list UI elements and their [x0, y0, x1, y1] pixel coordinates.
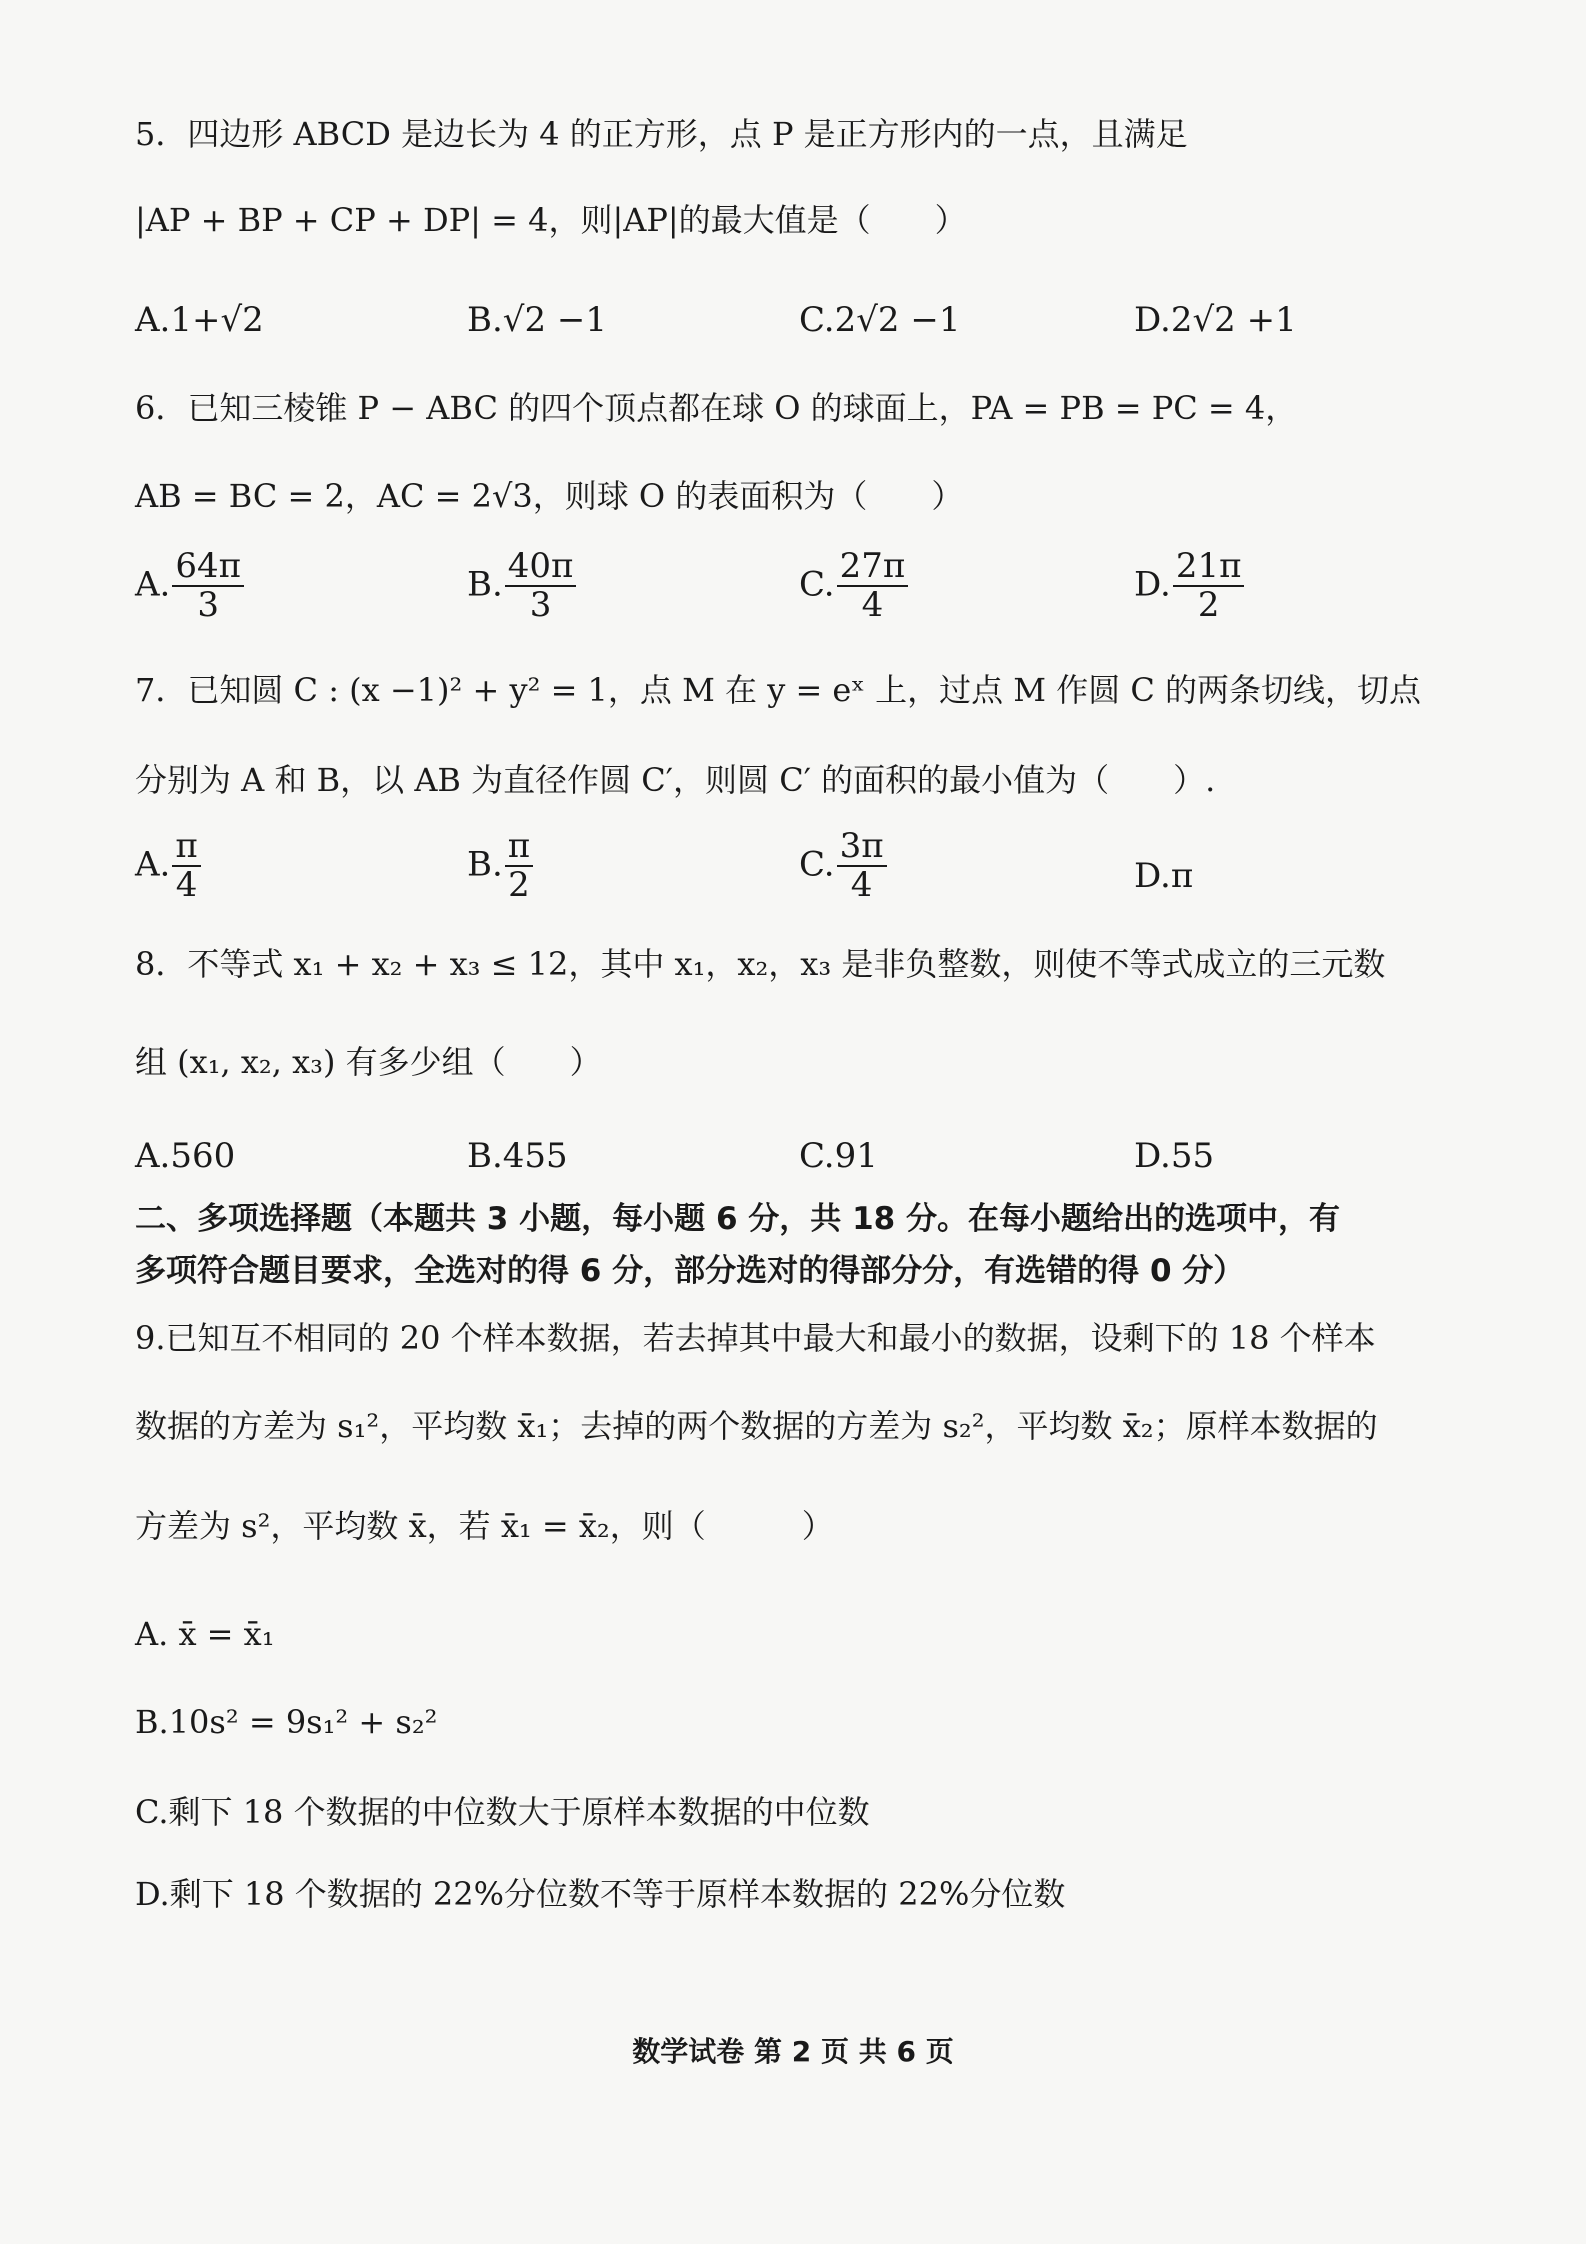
q9-stem-line1: 9.已知互不相同的 20 个样本数据，若去掉其中最大和最小的数据，设剩下的 18 个样本 — [135, 1319, 1376, 1357]
q5-option-d: D.2√2 +1 — [1134, 300, 1297, 340]
q7-option-c-label: C. — [799, 844, 835, 885]
q7-option-c-num: 3π — [837, 828, 887, 867]
q7-option-c-den: 4 — [850, 865, 873, 906]
q8-option-d: D.55 — [1134, 1136, 1215, 1176]
q7-option-a-fraction — [172, 828, 200, 905]
q9-stem-line2: 数据的方差为 s₁²，平均数 x̄₁；去掉的两个数据的方差为 s₂²，平均数 x̄₂；原样本数据的 — [135, 1407, 1378, 1445]
q6-option-a-fraction — [172, 548, 244, 625]
q6-option-d-fraction — [1173, 548, 1245, 625]
q8-option-b: B.455 — [467, 1136, 568, 1176]
q6-option-b-den: 3 — [529, 585, 552, 626]
q7-option-b-label: B. — [467, 844, 503, 885]
section-2-heading-line2: 多项符合题目要求，全选对的得 6 分，部分选对的得部分分，有选错的得 0 分） — [135, 1253, 1245, 1289]
q6-stem-line2: AB = BC = 2，AC = 2√3，则球 O 的表面积为（ ） — [135, 477, 964, 515]
q7-option-a-num: π — [172, 828, 200, 867]
q6-option-c-fraction — [837, 548, 909, 625]
q6-option-c-num: 27π — [837, 548, 909, 587]
q6-option-a-num: 64π — [172, 548, 244, 587]
q5-option-a: A.1+√2 — [135, 300, 264, 340]
q6-option-d — [1134, 548, 1244, 625]
q6-option-d-num: 21π — [1173, 548, 1245, 587]
q5-option-b: B.√2 −1 — [467, 300, 608, 340]
q6-option-c — [799, 548, 1134, 625]
q8-stem-line2: 组 (x₁, x₂, x₃) 有多少组（ ） — [135, 1043, 602, 1081]
q8-stem-line1: 8．不等式 x₁ + x₂ + x₃ ≤ 12，其中 x₁，x₂，x₃ 是非负整数，则使不等式成立的三元数 — [135, 945, 1386, 983]
q8-options — [135, 1132, 1465, 1180]
q7-option-c-fraction — [837, 828, 887, 905]
q6-option-a-den: 3 — [197, 585, 219, 626]
q7-stem-line1: 7．已知圆 C : (x −1)² + y² = 1，点 M 在 y = eˣ 上，过点 M 作圆 C 的两条切线，切点 — [135, 671, 1422, 709]
q6-option-a-label: A. — [135, 564, 171, 605]
q7-option-d: D.π — [1134, 856, 1194, 896]
page-footer: 数学试卷 第 2 页 共 6 页 — [632, 2035, 954, 2068]
q7-option-a — [135, 828, 467, 924]
q6-option-b-label: B. — [467, 564, 503, 605]
q6-options — [135, 548, 1465, 625]
q7-option-a-den: 4 — [175, 865, 198, 906]
q7-option-b-num: π — [505, 828, 533, 867]
q7-option-b — [467, 828, 799, 924]
q9-option-a: A. x̄ = x̄₁ — [135, 1615, 275, 1653]
q5-stem-line2: |AP + BP + CP + DP| = 4，则|AP|的最大值是（ ） — [135, 201, 967, 239]
q7-option-a-label: A. — [135, 844, 171, 885]
q8-option-a: A.560 — [135, 1136, 236, 1176]
q7-options — [135, 828, 1465, 924]
q6-option-d-label: D. — [1134, 564, 1171, 605]
q7-option-c — [799, 828, 1134, 924]
q9-option-b: B.10s² = 9s₁² + s₂² — [135, 1703, 438, 1741]
q5-option-c: C.2√2 −1 — [799, 300, 961, 340]
q6-option-b-fraction — [505, 548, 577, 625]
q7-option-b-den: 2 — [508, 865, 530, 906]
q9-option-c: C.剩下 18 个数据的中位数大于原样本数据的中位数 — [135, 1793, 870, 1831]
q6-option-b — [467, 548, 799, 625]
q6-option-b-num: 40π — [505, 548, 577, 587]
q5-stem-line1: 5．四边形 ABCD 是边长为 4 的正方形，点 P 是正方形内的一点，且满足 — [135, 115, 1188, 153]
q6-option-d-den: 2 — [1197, 585, 1220, 626]
q7-stem-line2: 分别为 A 和 B，以 AB 为直径作圆 C′，则圆 C′ 的面积的最小值为（ ）. — [135, 761, 1216, 799]
q9-stem-line3: 方差为 s²，平均数 x̄，若 x̄₁ = x̄₂，则（ ） — [135, 1507, 834, 1545]
q6-option-a — [135, 548, 467, 625]
q6-stem-line1: 6．已知三棱锥 P − ABC 的四个顶点都在球 O 的球面上，PA = PB = PC = 4， — [135, 389, 1298, 427]
q6-option-c-den: 4 — [861, 585, 884, 626]
q8-option-c: C.91 — [799, 1136, 878, 1176]
q7-option-b-fraction — [505, 828, 533, 905]
q9-option-d: D.剩下 18 个数据的 22%分位数不等于原样本数据的 22%分位数 — [135, 1875, 1066, 1913]
section-2-heading-line1: 二、多项选择题（本题共 3 小题，每小题 6 分，共 18 分。在每小题给出的选项中，有 — [135, 1201, 1341, 1237]
q5-options — [135, 296, 1465, 344]
q6-option-c-label: C. — [799, 564, 835, 605]
